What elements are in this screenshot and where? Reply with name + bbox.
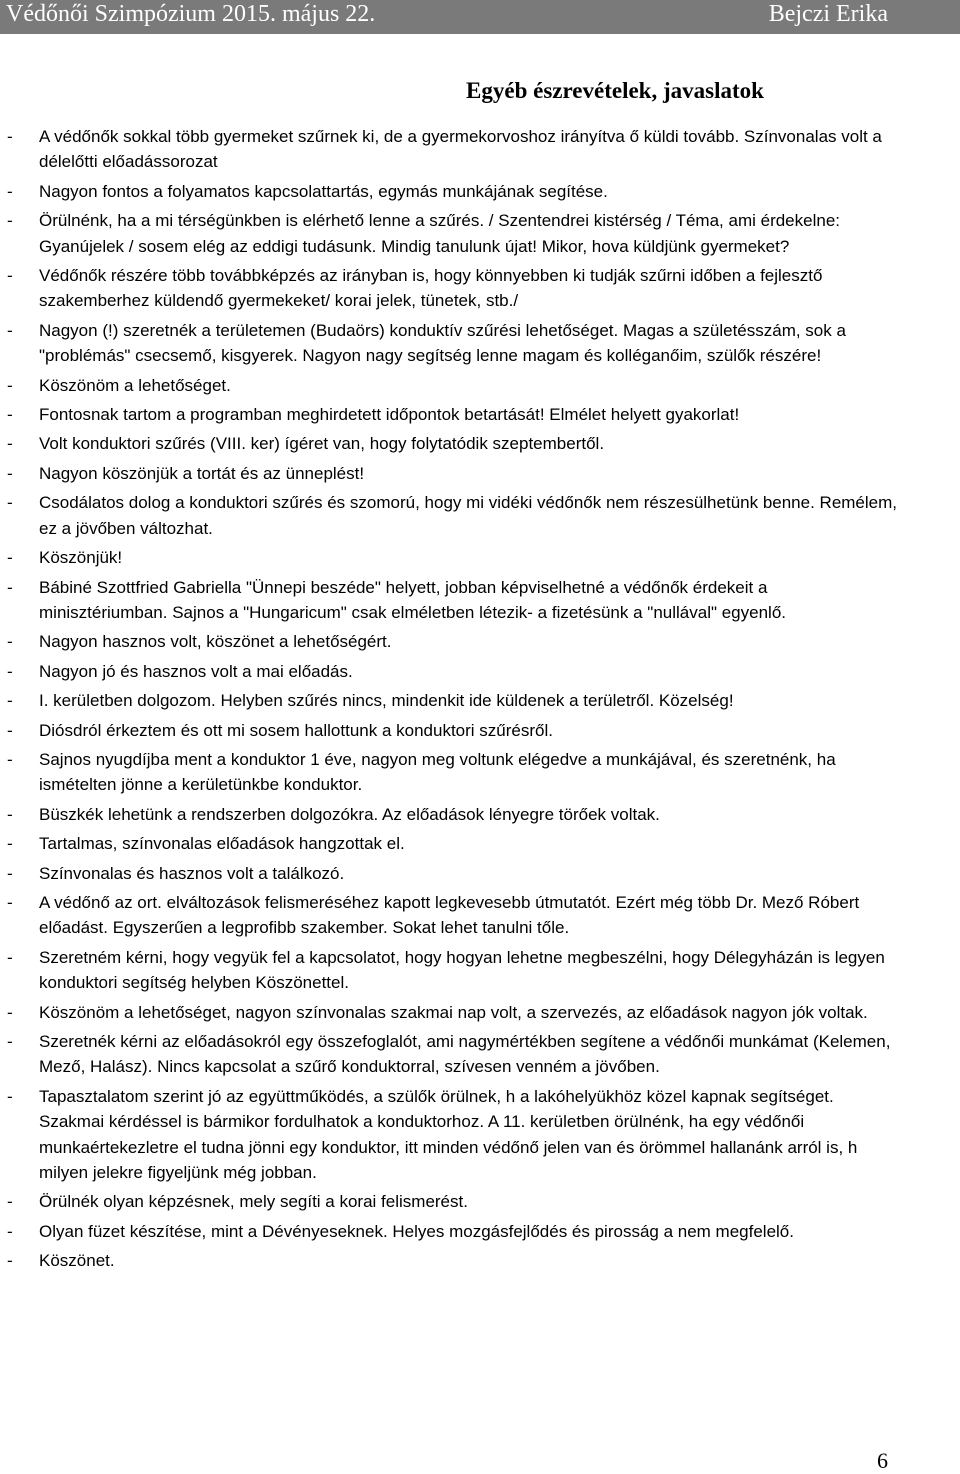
list-item — [0, 831, 900, 856]
bullet-dash: - — [7, 834, 13, 854]
bullet-dash: - — [7, 691, 13, 711]
list-item-text: Védőnők részére több továbbképzés az irányban is, hogy könnyebben ki tudják szűrni időben a fejlesztő szakemberhez küldendő gyermekeket/ korai jelek, tünetek, stb./ — [39, 266, 823, 311]
list-item-text: I. kerületben dolgozom. Helyben szűrés nincs, mindenkit ide küldenek a területről. Közelség! — [39, 691, 734, 711]
bullet-dash: - — [7, 493, 13, 513]
list-item-text: Örülnénk, ha a mi térségünkben is elérhető lenne a szűrés. / Szentendrei kistérség / Téma, ami érdekelne: Gyanújelek / sosem elég az eddigi tudásunk. Mindig tanulunk újat! Mikor, hova küldjünk gyermeket? — [39, 211, 841, 256]
bullet-dash: - — [7, 1221, 13, 1241]
list-item-text: Nagyon fontos a folyamatos kapcsolattartás, egymás munkájának segítése. — [39, 181, 608, 201]
page-header — [0, 0, 960, 34]
list-item — [0, 179, 900, 204]
list-item-text: A védőnők sokkal több gyermeket szűrnek ki, de a gyermekorvoshoz irányítva ő küldi tovább. Színvonalas volt a délelőtti előadássorozat — [39, 127, 882, 172]
bullet-dash: - — [7, 320, 13, 340]
page-number: 6 — [877, 1448, 888, 1473]
list-item — [0, 490, 900, 541]
list-item-text: Nagyon köszönjük a tortát és az ünneplést! — [39, 463, 365, 483]
bullet-dash: - — [7, 181, 13, 201]
header-event-title: Védőnői Szimpózium 2015. május 22. — [6, 1, 376, 27]
list-item — [0, 945, 900, 996]
list-item-text: Diósdról érkeztem és ott mi sosem hallottunk a konduktori szűrésről. — [39, 720, 553, 740]
bullet-dash: - — [7, 661, 13, 681]
list-item — [0, 461, 900, 486]
bullet-dash: - — [7, 1251, 13, 1271]
bullet-dash: - — [7, 947, 13, 967]
list-item-text: Nagyon hasznos volt, köszönet a lehetőségért. — [39, 632, 392, 652]
bullet-dash: - — [7, 892, 13, 912]
bullet-dash: - — [7, 1086, 13, 1106]
comment-list — [0, 124, 900, 1278]
bullet-dash: - — [7, 211, 13, 231]
list-item-text: Köszönet. — [39, 1251, 115, 1271]
list-item — [0, 373, 900, 398]
list-item-text: Bábiné Szottfried Gabriella "Ünnepi beszéde" helyett, jobban képviselhetné a védőnők érdekeit a minisztériumban. Sajnos a "Hungaricum" csak elméletben létezik- a fizetésünk a "nullával" egyenlő. — [39, 577, 787, 622]
list-item-text: Sajnos nyugdíjba ment a konduktor 1 éve, nagyon meg voltunk elégedve a munkájával, és szeretnénk, ha ismételten jönne a kerületünkbe konduktor. — [39, 749, 836, 795]
list-item-text: Fontosnak tartom a programban meghirdetett időpontok betartását! Elmélet helyett gyakorlat! — [39, 405, 740, 425]
list-item — [0, 575, 900, 626]
bullet-dash: - — [7, 405, 13, 425]
list-item — [0, 402, 900, 427]
list-item-text: Tartalmas, színvonalas előadások hangzottak el. — [39, 834, 405, 854]
list-item-text: Tapasztalatom szerint jó az együttműködés, a szülők örülnek, h a lakóhelyükhöz közel kapnak segítséget. Szakmai kérdéssel is bármikor fordulhatok a konduktorhoz. A 11. kerületben örülnénk, ha egy védőnői munkaértekezletre el tudna jönni egy konduktor, itt minden védőnő jelen van és örömmel hallanánk arról is, h milyen jelekre figyeljünk még jobban. — [39, 1086, 858, 1183]
list-item-text: Köszönöm a lehetőséget, nagyon színvonalas szakmai nap volt, a szervezés, az előadások nagyon jók voltak. — [39, 1002, 868, 1022]
bullet-dash: - — [7, 548, 13, 568]
list-item — [0, 802, 900, 827]
list-item-text: Nagyon (!) szeretnék a területemen (Budaörs) konduktív szűrési lehetőséget. Magas a születésszám, sok a "problémás" csecsemő, kisgyerek. Nagyon nagy segítség lenne magam és kolléganőim, szülők részére! — [39, 320, 846, 366]
section-title-text: Egyéb észrevételek, javaslatok — [466, 78, 764, 103]
bullet-dash: - — [7, 127, 13, 146]
list-item — [0, 890, 900, 941]
bullet-dash: - — [7, 266, 13, 286]
bullet-dash: - — [7, 463, 13, 483]
list-item-text: A védőnő az ort. elváltozások felismeréséhez kapott legkevesebb útmutatót. Ezért még több Dr. Mező Róbert előadást. Egyszerűen a legprofibb szakember. Sokat lehet tanulni tőle. — [39, 892, 860, 938]
list-item — [0, 124, 900, 175]
list-item — [0, 263, 900, 314]
list-item — [0, 1189, 900, 1214]
bullet-dash: - — [7, 1002, 13, 1022]
list-item-text: Büszkék lehetünk a rendszerben dolgozókra. Az előadások lényegre törőek voltak. — [39, 804, 660, 824]
bullet-dash: - — [7, 1192, 13, 1212]
bullet-dash: - — [7, 375, 13, 395]
list-item — [0, 629, 900, 654]
bullet-dash: - — [7, 749, 13, 769]
list-item — [0, 1000, 900, 1025]
list-item — [0, 1219, 900, 1244]
list-item — [0, 861, 900, 886]
bullet-dash: - — [7, 434, 13, 454]
list-item-text: Színvonalas és hasznos volt a találkozó. — [39, 863, 345, 883]
list-item-text: Köszönjük! — [39, 548, 123, 568]
list-item-text: Köszönöm a lehetőséget. — [39, 375, 231, 395]
bullet-dash: - — [7, 804, 13, 824]
list-item-text: Örülnék olyan képzésnek, mely segíti a korai felismerést. — [39, 1192, 468, 1212]
list-item-text: Csodálatos dolog a konduktori szűrés és szomorú, hogy mi vidéki védőnők nem részesülhetünk benne. Remélem, ez a jövőben változhat. — [39, 493, 898, 538]
list-item — [0, 1084, 900, 1186]
list-item-text: Volt konduktori szűrés (VIII. ker) ígéret van, hogy folytatódik szeptembertől. — [39, 434, 605, 454]
bullet-dash: - — [7, 1032, 13, 1051]
bullet-dash: - — [7, 720, 13, 740]
header-author: Bejczi Erika — [768, 1, 888, 27]
list-item — [0, 747, 900, 798]
bullet-dash: - — [7, 577, 13, 597]
section-title — [0, 78, 960, 104]
list-item — [0, 718, 900, 743]
bullet-dash: - — [7, 863, 13, 883]
list-item — [0, 545, 900, 570]
list-item — [0, 431, 900, 456]
list-item — [0, 659, 900, 684]
list-item-text: Nagyon jó és hasznos volt a mai előadás. — [39, 661, 353, 681]
list-item — [0, 688, 900, 713]
list-item-text: Olyan füzet készítése, mint a Dévényeseknek. Helyes mozgásfejlődés és pirosság a nem megfelelő. — [39, 1221, 794, 1241]
list-item-text: Szeretném kérni, hogy vegyük fel a kapcsolatot, hogy hogyan lehetne megbeszélni, hogy Délegyházán is legyen konduktori segítség helyben Köszönettel. — [39, 947, 885, 993]
bullet-dash: - — [7, 632, 13, 652]
list-item — [0, 1248, 900, 1273]
list-item — [0, 1029, 900, 1080]
list-item — [0, 318, 900, 369]
list-item-text: Szeretnék kérni az előadásokról egy összefoglalót, ami nagymértékben segítene a védőnői munkámat (Kelemen, Mező, Halász). Nincs kapcsolat a szűrő konduktorral, szívesen venném a jövőben. — [39, 1032, 891, 1077]
list-item — [0, 208, 900, 259]
